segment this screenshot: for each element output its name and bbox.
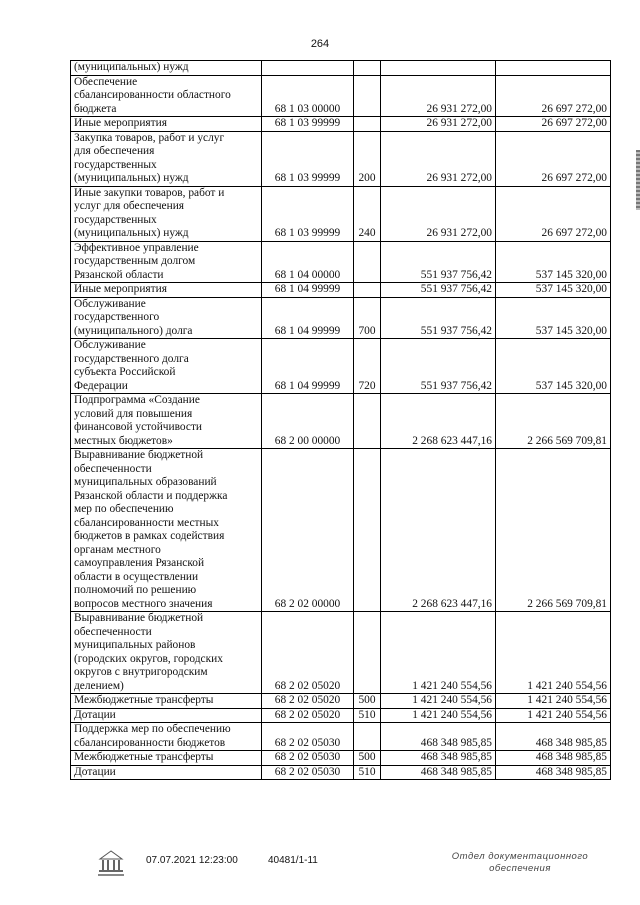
cell-amount-year-2: 26 697 272,00 bbox=[496, 117, 611, 132]
cell-expense-type bbox=[354, 283, 381, 298]
cell-amount-year-1: 468 348 985,85 bbox=[381, 723, 496, 751]
cell-amount-year-2 bbox=[496, 61, 611, 76]
budget-table-body bbox=[71, 61, 611, 780]
cell-amount-year-2: 537 145 320,00 bbox=[496, 283, 611, 298]
cell-amount-year-2: 1 421 240 554,56 bbox=[496, 708, 611, 723]
table-row bbox=[71, 765, 611, 780]
cell-name: Обеспечение сбалансированности областного бюджета bbox=[71, 75, 262, 117]
cell-name: Межбюджетные трансферты bbox=[71, 694, 262, 709]
cell-name: Иные мероприятия bbox=[71, 117, 262, 132]
cell-name: Дотации bbox=[71, 708, 262, 723]
cell-name: Подпрограмма «Создание условий для повышения финансовой устойчивости местных бюджетов» bbox=[71, 394, 262, 449]
cell-code: 68 2 02 05020 bbox=[262, 612, 354, 694]
cell-expense-type: 510 bbox=[354, 708, 381, 723]
table-row bbox=[71, 394, 611, 449]
cell-name: Закупка товаров, работ и услуг для обеспечения государственных (муниципальных) нужд bbox=[71, 131, 262, 186]
table-row bbox=[71, 723, 611, 751]
cell-amount-year-1: 551 937 756,42 bbox=[381, 241, 496, 283]
cell-amount-year-1: 551 937 756,42 bbox=[381, 297, 496, 339]
cell-amount-year-2: 26 697 272,00 bbox=[496, 75, 611, 117]
cell-name: Эффективное управление государственным долгом Рязанской области bbox=[71, 241, 262, 283]
cell-expense-type: 240 bbox=[354, 186, 381, 241]
page-number: 264 bbox=[310, 38, 330, 50]
department-stamp: Отдел документационного обеспечения bbox=[451, 851, 589, 874]
table-row bbox=[71, 241, 611, 283]
table-row bbox=[71, 694, 611, 709]
cell-code: 68 2 02 05020 bbox=[262, 708, 354, 723]
building-seal-icon bbox=[96, 849, 126, 879]
table-row bbox=[71, 297, 611, 339]
table-row bbox=[71, 612, 611, 694]
cell-expense-type bbox=[354, 612, 381, 694]
cell-amount-year-1 bbox=[381, 61, 496, 76]
table-row bbox=[71, 751, 611, 766]
budget-table bbox=[70, 60, 611, 780]
cell-expense-type bbox=[354, 449, 381, 612]
cell-amount-year-1: 2 268 623 447,16 bbox=[381, 449, 496, 612]
cell-code: 68 2 02 05020 bbox=[262, 694, 354, 709]
cell-amount-year-2: 468 348 985,85 bbox=[496, 751, 611, 766]
cell-code: 68 1 04 99999 bbox=[262, 339, 354, 394]
cell-amount-year-1: 551 937 756,42 bbox=[381, 339, 496, 394]
cell-expense-type: 700 bbox=[354, 297, 381, 339]
cell-amount-year-1: 26 931 272,00 bbox=[381, 117, 496, 132]
cell-name: Выравнивание бюджетной обеспеченности муниципальных районов (городских округов, городских округов с внутригородским делением) bbox=[71, 612, 262, 694]
cell-code: 68 2 00 00000 bbox=[262, 394, 354, 449]
table-row bbox=[71, 131, 611, 186]
cell-expense-type bbox=[354, 75, 381, 117]
cell-amount-year-2: 537 145 320,00 bbox=[496, 297, 611, 339]
cell-code: 68 2 02 05030 bbox=[262, 765, 354, 780]
cell-amount-year-1: 468 348 985,85 bbox=[381, 765, 496, 780]
cell-code: 68 1 04 99999 bbox=[262, 283, 354, 298]
page-footer bbox=[0, 845, 640, 895]
stamp-date: 07.07.2021 12:23:00 bbox=[146, 855, 238, 866]
cell-code: 68 1 03 99999 bbox=[262, 117, 354, 132]
cell-amount-year-1: 551 937 756,42 bbox=[381, 283, 496, 298]
cell-expense-type bbox=[354, 61, 381, 76]
cell-amount-year-2: 1 421 240 554,56 bbox=[496, 694, 611, 709]
cell-amount-year-1: 1 421 240 554,56 bbox=[381, 694, 496, 709]
cell-code: 68 1 04 99999 bbox=[262, 297, 354, 339]
cell-code: 68 1 03 00000 bbox=[262, 75, 354, 117]
cell-expense-type: 200 bbox=[354, 131, 381, 186]
cell-expense-type bbox=[354, 394, 381, 449]
scan-edge-mark bbox=[636, 150, 640, 210]
cell-code: 68 1 04 00000 bbox=[262, 241, 354, 283]
table-row bbox=[71, 75, 611, 117]
cell-amount-year-2: 26 697 272,00 bbox=[496, 131, 611, 186]
cell-amount-year-1: 2 268 623 447,16 bbox=[381, 394, 496, 449]
table-row bbox=[71, 186, 611, 241]
cell-code: 68 2 02 05030 bbox=[262, 723, 354, 751]
cell-name: Иные закупки товаров, работ и услуг для обеспечения государственных (муниципальных) нужд bbox=[71, 186, 262, 241]
table-row bbox=[71, 708, 611, 723]
cell-expense-type bbox=[354, 723, 381, 751]
cell-expense-type bbox=[354, 117, 381, 132]
cell-name: Обслуживание государственного (муниципального) долга bbox=[71, 297, 262, 339]
cell-amount-year-1: 26 931 272,00 bbox=[381, 186, 496, 241]
cell-amount-year-1: 26 931 272,00 bbox=[381, 75, 496, 117]
cell-amount-year-2: 2 266 569 709,81 bbox=[496, 394, 611, 449]
cell-amount-year-2: 26 697 272,00 bbox=[496, 186, 611, 241]
cell-amount-year-2: 468 348 985,85 bbox=[496, 723, 611, 751]
cell-code: 68 1 03 99999 bbox=[262, 131, 354, 186]
cell-amount-year-1: 1 421 240 554,56 bbox=[381, 612, 496, 694]
cell-amount-year-2: 468 348 985,85 bbox=[496, 765, 611, 780]
table-row bbox=[71, 283, 611, 298]
cell-name: Межбюджетные трансферты bbox=[71, 751, 262, 766]
cell-expense-type: 500 bbox=[354, 694, 381, 709]
cell-code: 68 1 03 99999 bbox=[262, 186, 354, 241]
cell-name: Выравнивание бюджетной обеспеченности муниципальных образований Рязанской области и поддержка мер по обеспечению сбалансированности местных бюджетов в рамках содействия органам местного самоуправления Рязанской области в осуществлении полномочий по решению вопросов местного значения bbox=[71, 449, 262, 612]
table-row bbox=[71, 61, 611, 76]
table-row bbox=[71, 449, 611, 612]
cell-expense-type: 510 bbox=[354, 765, 381, 780]
cell-amount-year-2: 1 421 240 554,56 bbox=[496, 612, 611, 694]
cell-code: 68 2 02 05030 bbox=[262, 751, 354, 766]
cell-amount-year-1: 468 348 985,85 bbox=[381, 751, 496, 766]
cell-expense-type bbox=[354, 241, 381, 283]
cell-expense-type: 720 bbox=[354, 339, 381, 394]
cell-name: (муниципальных) нужд bbox=[71, 61, 262, 76]
cell-amount-year-2: 537 145 320,00 bbox=[496, 339, 611, 394]
stamp-document-number: 40481/1-11 bbox=[268, 855, 318, 866]
cell-code: 68 2 02 00000 bbox=[262, 449, 354, 612]
table-row bbox=[71, 339, 611, 394]
cell-amount-year-2: 537 145 320,00 bbox=[496, 241, 611, 283]
cell-name: Обслуживание государственного долга субъекта Российской Федерации bbox=[71, 339, 262, 394]
cell-amount-year-2: 2 266 569 709,81 bbox=[496, 449, 611, 612]
cell-name: Поддержка мер по обеспечению сбалансированности бюджетов bbox=[71, 723, 262, 751]
cell-amount-year-1: 1 421 240 554,56 bbox=[381, 708, 496, 723]
cell-amount-year-1: 26 931 272,00 bbox=[381, 131, 496, 186]
cell-code bbox=[262, 61, 354, 76]
cell-expense-type: 500 bbox=[354, 751, 381, 766]
table-row bbox=[71, 117, 611, 132]
cell-name: Иные мероприятия bbox=[71, 283, 262, 298]
cell-name: Дотации bbox=[71, 765, 262, 780]
